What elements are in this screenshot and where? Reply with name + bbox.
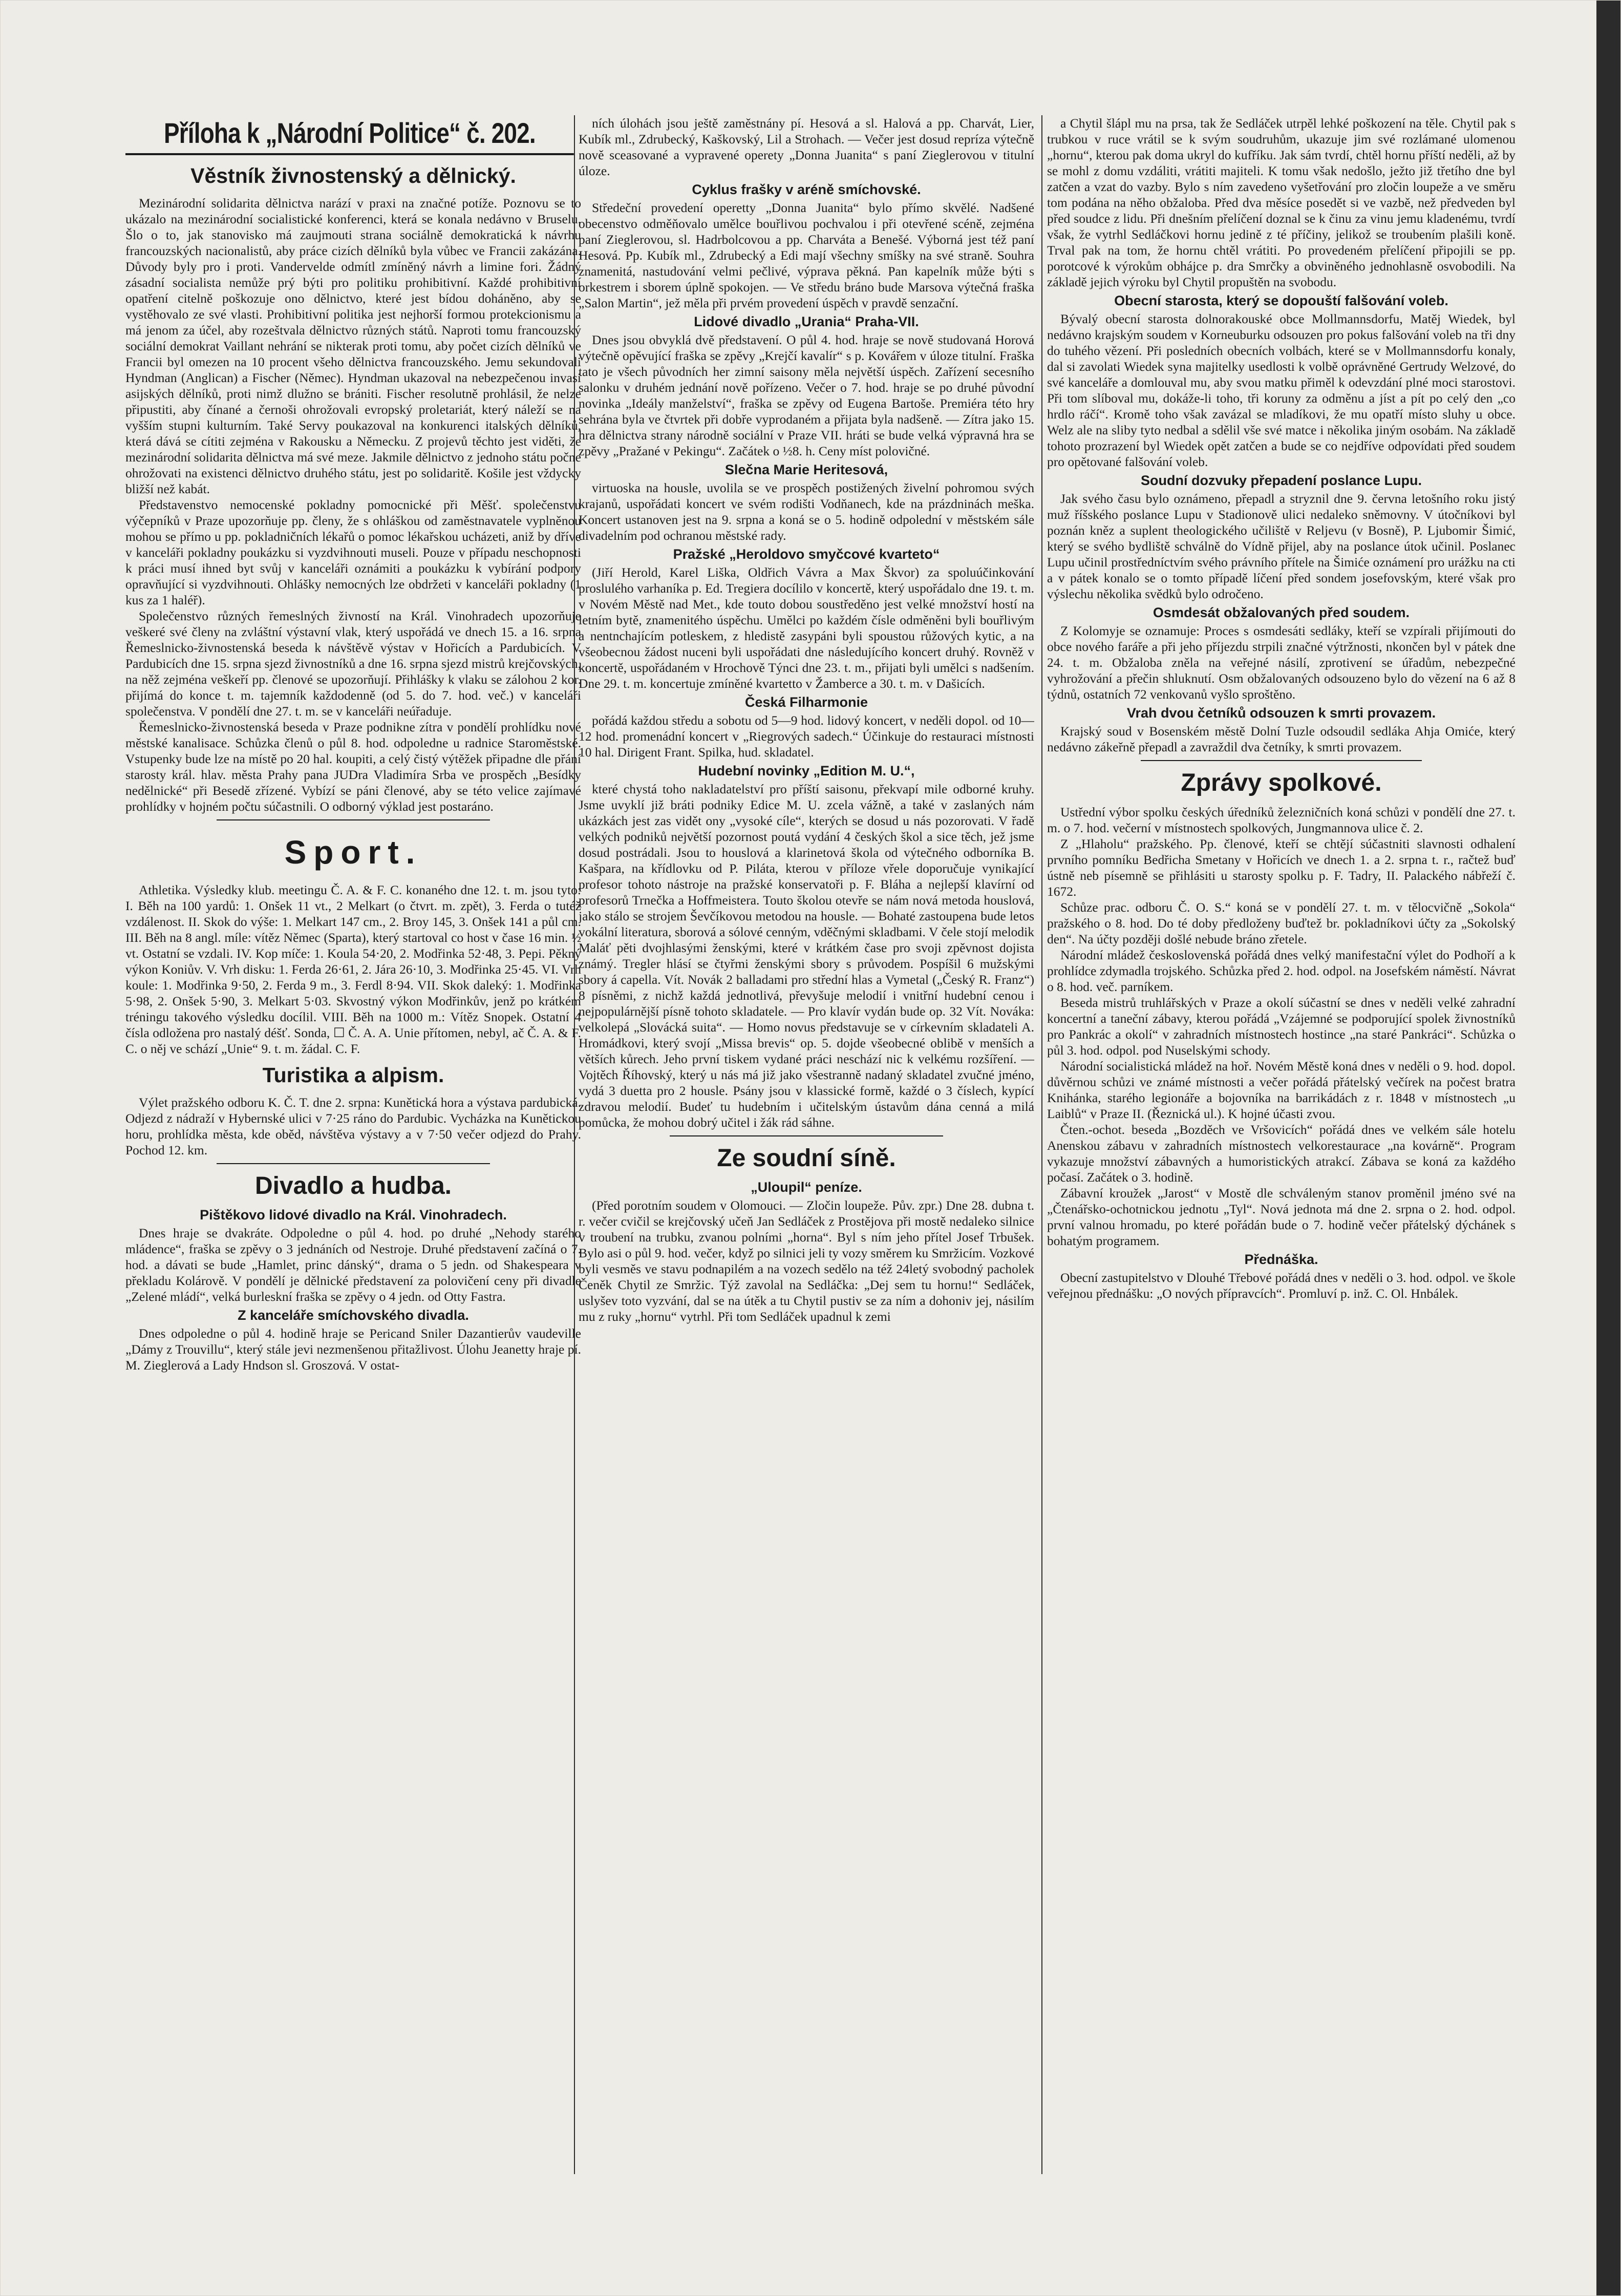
subheading: „Uloupil“ peníze. (751, 1179, 862, 1195)
article-paragraph: Národní socialistická mládež na hoř. Novém Městě koná dnes v neděli o 9. hod. dopol. důvěrnou schůzi ve známé místnosti a večer pořádá přátelský večírek na počest bratra Knihánka, starého legionáře a bojovníka na barrikádách z r. 1848 v místnostech „u Laiblů“ v Praze II. (Řeznická ul.). K hojné účasti zvou. (1047, 1059, 1516, 1121)
article-paragraph: Výlet pražského odboru K. Č. T. dne 2. srpna: Kunětická hora a výstava pardubická. Odjezd z nádraží v Hybernské ulici v 7·25 ráno do Pardubic. Vycházka na Kunětickou horu, prohlídka města, kde oběd, návštěva výstavy a v 7·50 večer odjezd do Prahy. Pochod 12. km. (125, 1095, 581, 1157)
article-paragraph: Krajský soud v Bosenském městě Dolní Tuzle odsoudil sedláka Ahja Omiće, který nedávno zákeřně přepadl a zavraždil dva četníky, k smrti provazem. (1047, 724, 1516, 754)
column-3 (1047, 115, 1516, 2174)
article-paragraph: Dnes hraje se dvakráte. Odpoledne o půl 4. hod. po druhé „Nehody starého mládence“, fraška se zpěvy o 3 jednáních od Nestroje. Druhé představení začíná o 7. hod. a dávati se bude „Hamlet, princ dánský“, drama o 5 jedn. od Shakespeara v překladu Kolárově. V pondělí je dělnické představení za polovičení ceny při divadle „Zelené mládí“, velká burleskní fraška se zpěvy o 4 jedn. od Otty Fastra. (125, 1226, 581, 1304)
heading-vestnik: Věstník živnostenský a dělnický. (190, 164, 516, 187)
article-paragraph: Ustřední výbor spolku českých úředníků železničních koná schůzi v pondělí dne 27. t. m. o 7. hod. večerní v místnostech spolkových, Jungmannova ulice č. 2. (1047, 805, 1516, 835)
article-paragraph: Jak svého času bylo oznámeno, přepadl a stryznil dne 9. června letošního roku jistý muž říšského poslance Lupu v Stadionově ulici nedaleko sněmovny. V útočníkovi byl poznán kněz a suplent theologického učiliště v Reljevu (v Bosně), P. Ljubomir Šimić, který se svého bydliště schválně do Vídně přijel, aby na poslance útok učinil. Poslanec Lupu učinil prostředníctvím svého právního přítele na Šimiće oznámení pro urážku na cti a v pátek konalo se o tomto případě líčení před sondem josefovským, které však pro výslechu několika svědků bylo odročeno. (1047, 491, 1516, 601)
masthead: Příloha k „Národní Politice“ č. 202. (125, 115, 574, 155)
article-paragraph: Bývalý obecní starosta dolnorakouské obce Mollmannsdorfu, Matěj Wiedek, byl nedávno krajským soudem v Korneuburku odsouzen pro pokus falšování voleb na tři dny do tuhého vězení. Při posledních obecních volbách, které se v Mollmannsdorfu konaly, dal si zavolati Wiedek syna majitelky usedlosti k volbě oprávněné Gertrudy Welzové, do své kanceláře a domlouval mu, aby svou matku přiměl k odevzdání plné moci starostovi. Při tom slíboval mu, dokáže-li toho, tři koruny za odměnu a jíst a pít po celý den „co hrdlo ráčí“. Kromě toho však zavázal se mladíkovi, že mu opatří místo sluhy u obce. Welz ale na sliby tyto nedbal a sdělil vše své matce i několika jiným osobám. Na základě tohoto prozrazení byl Wiedek opět zatčen a bude se co nejdříve odpovídati před soudem pro opětované falšování voleb. (1047, 311, 1516, 469)
subheading: Pražské „Heroldovo smyčcové kvarteto“ (673, 546, 940, 562)
subheading: Vrah dvou četníků odsouzen k smrti provazem. (1126, 705, 1436, 721)
heading-divadlo: Divadlo a hudba. (254, 1172, 452, 1199)
article-paragraph: pořádá každou středu a sobotu od 5—9 hod. lidový koncert, v neděli dopol. od 10—12 hod. promenádní koncert v „Riegrových sadech.“ Účinkuje do restauraci místnosti 10 hal. Dirigent Frant. Spilka, hud. skladatel. (579, 713, 1034, 760)
subheading: Slečna Marie Heritesová, (724, 462, 888, 477)
article-paragraph: (Před porotním soudem v Olomouci. — Zločin loupeže. Pův. zpr.) Dne 28. dubna t. r. večer cvičil se krejčovský učeň Jan Sedláček z Prostějova při mostě nedaleko silnice v troubení na trubku, zvanou polními „horna“. Byl s ním jeho přítel Josef Trbušek. Bylo asi o půl 9. hod. večer, když po silnici jeli ty vozy směrem ku Smržicím. Vozkové byli vesměs ve stavu podnapilém a na vozech sedělo na též 24letý svobodný pacholek Čeněk Chytil ze Smržic. Týž zavolal na Sedláčka: „Dej sem tu hornu!“ Sedláček, uslyšev toto vyzvání, dal se na útěk a tu Chytil pustiv se za ním a dohoniv jej, násilím mu z ruky „hornu“ vytrhl. Při tom Sedláček upadnul k zemi (579, 1198, 1034, 1324)
article-paragraph: Čten.-ochot. beseda „Bozděch ve Vršovicích“ pořádá dnes ve velkém sále hotelu Anenskou zábavu v zahradních místnostech velkorestaurace „na kovárně“. Program vykazuje množství zábavných a humoristických atrakcí. Zábava se koná za každého počasí. Začátek o 3. hodině. (1047, 1122, 1516, 1185)
article-paragraph: (Jiří Herold, Karel Liška, Oldřich Vávra a Max Škvor) za spoluúčinkování proslulého varhaníka p. Ed. Tregiera docílilo v koncertě, který uspořádalo dne 19. t. m. v Novém Městě nad Met., kde touto dobou soustředěno jest velké množství hostí na letním bytě, znamenitého úspěchu. Umělci po každém čísle odměněni byli bouřlivým a nentnchajícím potleskem, z hledistě zasypáni byli spoustou růžových kytic, a na všeobecnou žádost nuceni byli uspořádati dne následujícího koncert druhý. Rovněž v koncertě, uspořádaném v Hrochově Týnci dne 23. t. m., přijati byli umělci s nadšením. Dne 29. t. m. koncertuje zmíněné kvartetto v Žamberce a 30. t. m. v Dašicích. (579, 565, 1034, 691)
heading-soud: Ze soudní síně. (717, 1145, 896, 1172)
article-paragraph: Dnes jsou obvyklá dvě představení. O půl 4. hod. hraje se nově studovaná Horová výtečně opěvující fraška se zpěvy „Krejčí kavalír“ s p. Kovářem v úloze titulní. Fraška tato je všech původních her zimní saisony měla největší úspěch. Zařízení secesního salonku v druhém jednání nově pořízeno. Večer o 7. hod. hraje se po druhé původní novinka „Ideály manželství“, fraška se zpěvy od Eugena Bartoše. Premiéra této hry sehrána byla ve čtvrtek při dobře vyprodaném a přijata byla nadšeně. — Zítra jako 15. hra dělnictva strany národně sociální v Praze VII. hráti se bude velká výpravná hra se zpěvy „Pražané v Pekingu“. Začátek o ½8. h. Ceny míst polovičné. (579, 332, 1034, 458)
article-paragraph: ních úlohách jsou ještě zaměstnány pí. Hesová a sl. Halová a pp. Charvát, Lier, Kubík ml., Zdrubecký, Kaškovský, Lil a Strohach. — Večer jest dosud repríza výtečně nově sceasované a vypravené operety „Donna Juanita“ s paní Zieglerovou v titulní úloze. (579, 116, 1034, 178)
article-paragraph: Zábavní kroužek „Jarost“ v Mostě dle schváleným stanov proměnil jméno své na „Čtenářsko-ochotnickou jednotu „Tyl“. Nová jednota má dne 2. srpna o 2. hod. odpol. první valnou hromadu, po které pořádán bude o 7. hodině večer přátelský dýchánek s bohatým programem. (1047, 1186, 1516, 1248)
article-paragraph: Dnes odpoledne o půl 4. hodině hraje se Pericand Sniler Dazantierův vaudeville „Dámy z Trouvillu“, který stále jevi nezmenšenou přitažlivost. Úlohu Jeanetty hraje pí. M. Zieglerová a Lady Hndson sl. Groszová. V ostat- (125, 1326, 581, 1373)
column-1 (125, 115, 581, 2174)
article-paragraph: Společenstvo různých řemeslných živností na Král. Vinohradech upozorňuje veškeré své členy na zvláštní výstavní vlak, který uspořádá ve dnech 15. a 16. srpna Řemeslnicko-živnostenská beseda k návštěvě výstav v Hořicích a Pardubicích. V Pardubicích dne 15. srpna sjezd živnostníků a dne 16. srpna sjezd mistrů krejčovských, na něž zejména veškeří pp. členové se upozorňují. Přihlášky k vlaku se zálohou 2 kor. přijímá do konce t. m. tajemník každodenně (od 5. do 7. hod. več.) v kanceláři společenstva. V pondělí dne 27. t. m. se v kanceláři neúřaduje. (125, 608, 581, 719)
heading-zpravy: Zprávy spolkové. (1181, 769, 1382, 796)
article-paragraph: Obecní zastupitelstvo v Dlouhé Třebové pořádá dnes v neděli o 3. hod. odpol. ve škole veřejnou přednášku: „O nových přípravcích“. Promluví p. inž. C. Ol. Hnbálek. (1047, 1270, 1516, 1301)
subheading: Česká Filharmonie (744, 694, 868, 710)
heading-turistika: Turistika a alpism. (262, 1063, 444, 1087)
article-paragraph: Představenstvo nemocenské pokladny pomocnické při Měšť. společenstvu výčepníků v Praze upozorňuje pp. členy, že s ohláškou od zaměstnavatele vyplněnou mohou se přímo u pp. pokladničních lékařů o pomoc lékařskou ucházeti, aniž by dříve v kanceláři pokladny poukázku si vyzdvihnouti museli. Pouze v případu neschopnosti k práci musí ihned byt svůj v kanceláři oznámiti a poukázku k vybírání podpory opravňující si vyzdvihnouti. Ohlášky nemocných lze obdržeti v kanceláři pokladny (1 kus za 1 haléř). (125, 497, 581, 607)
subheading: Obecní starosta, který se dopouští falšování voleb. (1114, 293, 1448, 308)
subheading: Z kanceláře smíchovského divadla. (238, 1308, 469, 1323)
article-paragraph: Středeční provedení operetty „Donna Juanita“ bylo přímo skvělé. Nadšené obecenstvo odměňovalo umělce bouřlivou pochvalou i při otevřené scéně, zejména paní Zieglerovou, sl. Hadrbolcovou a pp. Charváta a Benešé. Výborná jest též paní Hesová. Pp. Kubík ml., Zdrubecký a Edi mají všechny smíšky na své straně. Souhra znamenitá, nastudování velmi pečlivé, výprava pěkná. Pan kapelník může býti s orkestrem i sborem úplně spokojen. — Ve středu bráno bude Marsova výtečná fraška „Salon Martin“, jež měla při prvém provedení úspěch v pravdě senzační. (579, 200, 1034, 310)
article-paragraph: Národní mládež československá pořádá dnes velký manifestační výlet do Podhoří a k prohlídce zdymadla trojského. Schůzka před 2. hod. odpol. na Josefském náměstí. Návrat o 8. hod. več. parníkem. (1047, 947, 1516, 994)
column-2 (579, 115, 1034, 2174)
subheading: Pištěkovo lidové divadlo na Král. Vinohradech. (200, 1207, 507, 1223)
article-paragraph: Z „Hlaholu“ pražského. Pp. členové, kteří se chtějí súčastniti slavnosti odhalení prvního pomníku Bedřicha Smetany v Hořicích ve dnech 1. a 2. srpna t. r., račtež buď ústně neb písemně se přihlásiti u starosty spolku p. F. Tadry, II. Palackého nábřeží č. 1672. (1047, 836, 1516, 899)
section-rule (1141, 760, 1422, 761)
article-paragraph: Athletika. Výsledky klub. meetingu Č. A. & F. C. konaného dne 12. t. m. jsou tyto: I. Běh na 100 yardů: 1. Onšek 11 vt., 2 Melkart (o čtvrt. m. zpět), 3. Ferda o tutéž vzdálenost. II. Skok do výše: 1. Melkart 147 cm., 2. Broy 145, 3. Onšek 141 a půl cm. III. Běh na 8 angl. míle: vítěz Němec (Sparta), který startoval co host v čase 16 min. ½ vt. Ostatní se vzdali. IV. Kop míče: 1. Koula 54·20, 2. Modřinka 52·48, 3. Pepi. Pěkný výkon Koniův. V. Vrh disku: 1. Ferda 26·61, 2. Jára 26·10, 3. Modřinka 25·45. VI. Vrh koule: 1. Modřinka 9·50, 2. Ferda 9 m., 3. Ferdl 8·94. VII. Skok daleký: 1. Modřinka 5·98, 2. Onšek 5·90, 3. Melkart 5·03. Skvostný výkon Modřinkův, jenž po krátkém tréningu takového výsledku docílil. VIII. Běh na 1000 m.: Vítěz Snopek. Ostatní 4 čísla odložena pro nastalý déšť. Sonda, ☐ Č. A. A. Unie přítomen, nebyl, ač Č. A. & F. C. o něj ve schází „Unie“ 9. t. m. žádal. C. F. (125, 882, 581, 1056)
subheading: Lidové divadlo „Urania“ Praha-VII. (694, 314, 919, 329)
article-paragraph: Z Kolomyje se oznamuje: Proces s osmdesáti sedláky, kteří se vzpírali přijímouti do obce nového faráře a při jeho příjezdu strpili značné výtržnosti, nkončen byl v pátek dne 24. t. m. Obžaloba zněla na veřejné násilí, zprotivení se úřadům, nebezpečné vyhrožování a přečin shluknutí. Osm obžalovaných odsouzeno bylo do vězení na 6 až 8 týdnů, ostatních 72 venkovanů vyšlo sproštěno. (1047, 623, 1516, 702)
subheading: Soudní dozvuky přepadení poslance Lupu. (1140, 473, 1422, 488)
article-paragraph: které chystá toho nakladatelství pro příští saisonu, překvapí mile odborné kruhy. Jsme uvyklí již bráti podniky Edice M. U. zcela vážně, a také v zaslaných nám ukázkách jest zas vidět ony „vysoké cíle“, kterých se dosud u nás pozorovati. V řadě velkých podniků největší pozornost poutá vydání 4 českých škol a sice těch, jež jsme dosud postrádali. Jsou to houslová a klarinetová škola od výtečného odborníka B. Kašpara, na křídlovku od P. Piláta, kterou v příloze vřele doporučuje vynikající profesor tohoto nástroje na pražské konservatoři p. F. Bláha a nejlepší klavírní od profesorů Trnečka a Hoffmeistera. Touto školou otevře se nám nová metoda houslová, jako stálo se strojem Ševčíkovou metodou na housle. — Bohaté zastoupena bude letos vokální literatura, sborová a sólové cenným, vděčnými skladbami. V čele stojí melodik Maláť pěti dvojhlasými ženskými, které v krátkém čase pro svoji zpěvnost dojista známý. Tregler hlásí se čtyřmi ženskými sbory s průvodem. Pospíšil 6 mužskými sbory á capella. Vít. Novák 2 balladami pro střední hlas a Vymetal („Český R. Franz“) 8 písněmi, z nichž každá jednotlivá, převyšuje melodií i vnitřní hudební cenou i nejpopulárnější písně tohoto skladatele. — Pro klavír vydán bude op. 32 Vít. Nováka: velkolepá „Slovácká suita“. — Homo novus představuje se v církevním skladateli A. Hromádkovi, který svojí „Missa brevis“ op. 5. dojde všeobecné oblibě v menších a větších kůrech. Jeho první tiskem vydané práci neschází nic k velkému rozšíření. — Vojtěch Říhovský, který u nás má již jako všestranně nadaný skladatel zvučné jméno, vydá 3 duetta pro 2 housle. Psány jsou v klassické formě, každé o 3 číslech, kypící zdravou melodií. Budeť tu hudebním i učitelským ústavům dána cenná a milá pomůcka, že mohou dobrý učitel i žák rád sáhne. (579, 782, 1034, 1130)
heading-sport: Sport. (284, 834, 422, 871)
article-paragraph: virtuoska na housle, uvolila se ve prospěch postižených živelní pohromou svých krajanů, uspořádati koncert ve svém rodišti Vodňanech, kde na prázdninách meška. Koncert ustanoven jest na 9. srpna a koná se o 5. hodině odpolední v městském sále divadelním pod ochranou městské rady. (579, 480, 1034, 543)
article-paragraph: a Chytil šlápl mu na prsa, tak že Sedláček utrpěl lehké poškození na těle. Chytil pak s trubkou v ruce vrátil se k svým soudruhům, ukazuje jim své rozlámané ulomenou „hornu“, kterou pak doma ukryl do kufříku. Jak sám tvrdí, chtěl hornu příští neděli, až by se mohl z domu vzdáliti, vrátiti majiteli. K tomu však nedošlo, ježto již třetího dne byl zatčen a vzat do vazby. Bylo s ním zavedeno vyšetřování pro zločin loupeže a ve směru tom podána na něho obžaloba. Před dva měsíce posedět si ve vazbě, než předveden byl před soudce z lidu. Při dnešním přelíčení doznal se k činu za vinu jemu kladenému, tvrdí však, že vytrhl Sedláčkovi hornu jedině z té příčiny, jelikož se troubením plašili koně. Trval pak na tom, že hornu chtěl vrátiti. Po provedeném přelíčení připojili se pp. porotcové k výrokům obhájce p. dra Smrčky a obviněného jednohlasně osvobodili. Na základě jejich výroku byl Chytil propuštěn na svobodu. (1047, 116, 1516, 289)
subheading: Osmdesát obžalovaných před soudem. (1153, 605, 1410, 620)
subheading: Cyklus frašky v aréně smíchovské. (692, 182, 921, 197)
article-paragraph: Mezinárodní solidarita dělnictva narází v praxi na značné potíže. Poznovu se to ukázalo na mezinárodní socialistické konferenci, která se konala nedávno v Bruselu. Šlo o to, jak stanovisko má zaujmouti strana sociálně demokratická k návrhu francouzských nacionalistů, aby práce cizích dělníků byla vůbec ve Francii zakázána. Důvody byly pro i proti. Vandervelde odmítl zmíněný návrh a limine fori. Žádný zásadní socialista nemůže prý býti pro politiku prohibitivní. Každé prohibitivní opatření citelně poškozuje ono dělnictvo, které jest bídou doháněno, aby se vystěhovalo ze své vlasti. Prohibitivní politika jest nejhorší formou protekcionismu a má jenom za účel, aby rozeštvala dělnictvo různých států. Naproti tomu francouzský sociální demokrat Vaillant nehrání se nikterak proti tomu, aby počet cizích dělníků ve Francii byl omezen na 10 procent všeho dělnictva francouzského. Jemu sekundovali Hyndman (Anglican) a Fischer (Němec). Hyndman ukazoval na nebezpečenou invasi asijských dělníků, proti nimž dlužno se brániti. Fischer resolutně prohlásil, že nelze připustiti, aby čínané a černoši ohrožovali evropský proletariát, který náleží se na vyšším stupni kulturním. Také Servy poukazoval na konkurenci italských dělníků, která dává se cítiti zejména v Rakousku a Německu. Z projevů těchto jest viděti, že mezinárodní solidarita dělnictva má své meze. Jakmile dělnictvo z jednoho státu počne ohrožovati na existenci dělnictvo druhého státu, jest po solidaritě. Košile jest vždycky bližší než kabát. (125, 196, 581, 496)
article-paragraph: Schůze prac. odboru Č. O. S.“ koná se v pondělí 27. t. m. v tělocvičně „Sokola“ pražského o 8. hod. Do té doby předloženy buďtež br. pokladníkovi účty za „Sokolský den“. Na účty později došlé nebude bráno zřetele. (1047, 900, 1516, 946)
column-divider (1041, 115, 1042, 2174)
subheading: Přednáška. (1244, 1252, 1318, 1267)
article-paragraph: Řemeslnicko-živnostenská beseda v Praze podnikne zítra v pondělí prohlídku nové městské kanalisace. Schůzka členů o půl 8. hod. odpoledne u radnice Staroměstské. Vstupenky bude lze na místě po 20 hal. koupiti, a celý čistý výtěžek připadne dle přání starosty král. hlav. města Prahy pana JUDra Vladimíra Srba ve prospěch „Besídky nedělnické“ při Besedě zřízené. Vybízí se páni členové, aby se této velice zajímavé prohlídky v hojném počtu súčastnili. O odborný výklad jest postaráno. (125, 720, 581, 814)
section-rule (217, 819, 490, 820)
section-rule (217, 1163, 490, 1164)
section-rule (670, 1135, 943, 1136)
subheading: Hudební novinky „Edition M. U.“, (698, 763, 915, 778)
article-paragraph: Beseda mistrů truhlářských v Praze a okolí súčastní se dnes v neděli velké zahradní koncertní a taneční zábavy, kterou pořádá „Vzájemné se podporující spolek živnostníků pro Pankrác a okolí“ v zahradních místnostech hostince „na staré Pankráci“. Schůzka o půl 3. hod. odpol. pod Nuselskými schody. (1047, 995, 1516, 1058)
